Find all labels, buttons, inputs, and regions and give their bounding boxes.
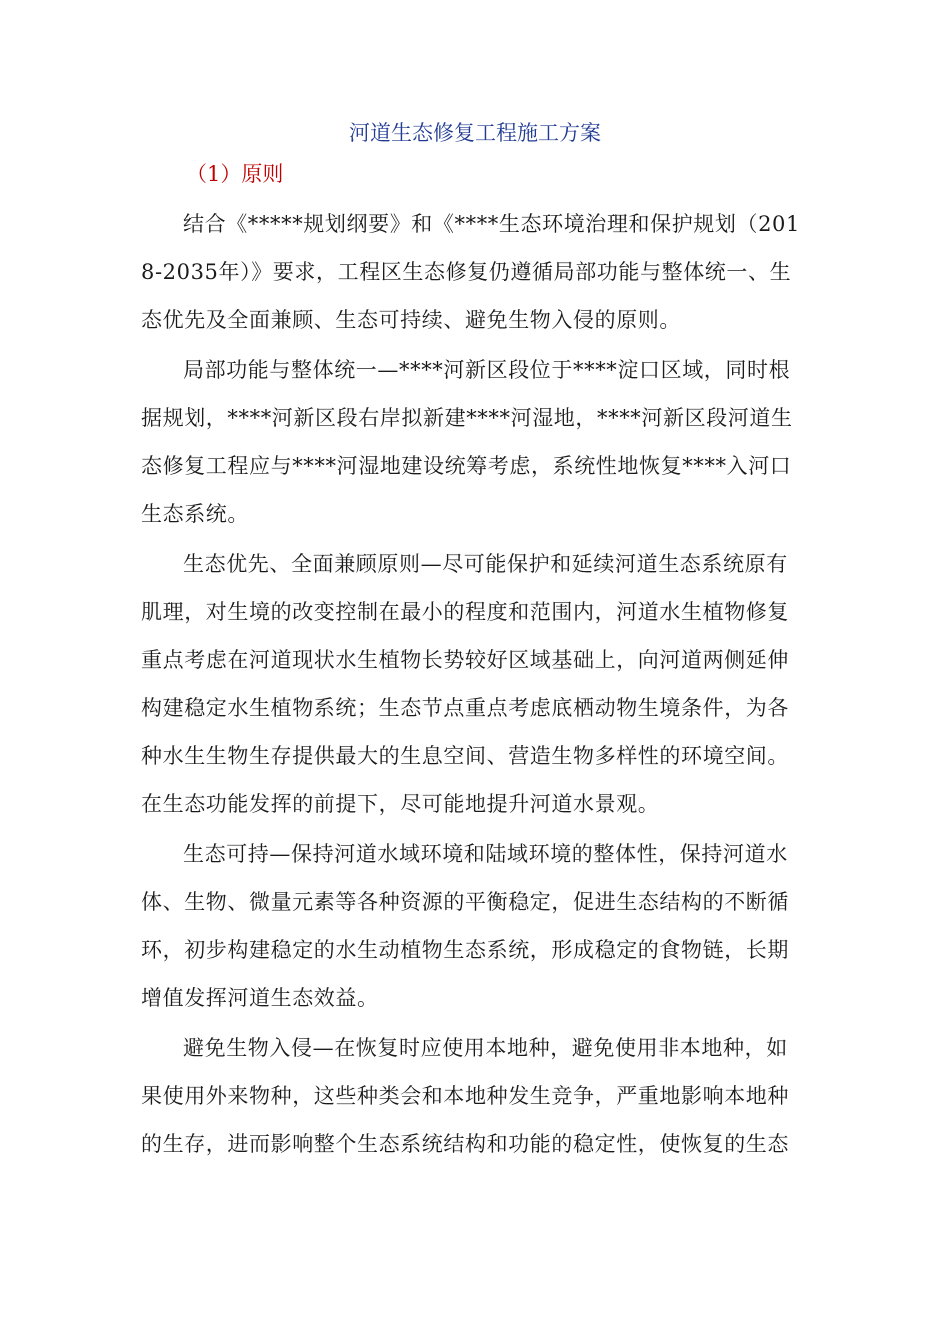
paragraph-line: 环，初步构建稳定的水生动植物生态系统，形成稳定的食物链，长期: [141, 938, 789, 962]
paragraph-line: 重点考虑在河道现状水生植物长势较好区域基础上，向河道两侧延伸: [141, 648, 789, 672]
paragraph-line: 生态系统。: [141, 502, 249, 526]
paragraph-line: 在生态功能发挥的前提下，尽可能地提升河道水景观。: [141, 792, 660, 816]
paragraph-line: 种水生生物生存提供最大的生息空间、营造生物多样性的环境空间。: [141, 744, 789, 768]
document-title: 河道生态修复工程施工方案: [349, 121, 601, 145]
paragraph-line: 8-2035年）》要求，工程区生态修复仍遵循局部功能与整体统一、生: [141, 260, 792, 284]
section-heading: （1）原则: [186, 162, 284, 186]
paragraph-line: 果使用外来物种，这些种类会和本地种发生竞争，严重地影响本地种: [141, 1084, 789, 1108]
paragraph-line: 生态优先、全面兼顾原则—尽可能保护和延续河道生态系统原有: [183, 552, 788, 576]
paragraph-line: 结合《*****规划纲要》和《****生态环境治理和保护规划（201: [183, 212, 800, 236]
paragraph-line: 增值发挥河道生态效益。: [141, 986, 379, 1010]
paragraph-line: 肌理，对生境的改变控制在最小的程度和范围内，河道水生植物修复: [141, 600, 789, 624]
paragraph-line: 态优先及全面兼顾、生态可持续、避免生物入侵的原则。: [141, 308, 681, 332]
paragraph-line: 避免生物入侵—在恢复时应使用本地种，避免使用非本地种，如: [183, 1036, 788, 1060]
paragraph-line: 生态可持—保持河道水域环境和陆域环境的整体性，保持河道水: [183, 842, 788, 866]
paragraph-line: 的生存，进而影响整个生态系统结构和功能的稳定性，使恢复的生态: [141, 1132, 789, 1156]
paragraph-line: 构建稳定水生植物系统；生态节点重点考虑底栖动物生境条件，为各: [141, 696, 789, 720]
paragraph-line: 体、生物、微量元素等各种资源的平衡稳定，促进生态结构的不断循: [141, 890, 789, 914]
paragraph-line: 据规划，****河新区段右岸拟新建****河湿地，****河新区段河道生: [141, 406, 793, 430]
paragraph-line: 局部功能与整体统一—****河新区段位于****淀口区域，同时根: [183, 358, 791, 382]
paragraph-line: 态修复工程应与****河湿地建设统筹考虑，系统性地恢复****入河口: [141, 454, 792, 478]
